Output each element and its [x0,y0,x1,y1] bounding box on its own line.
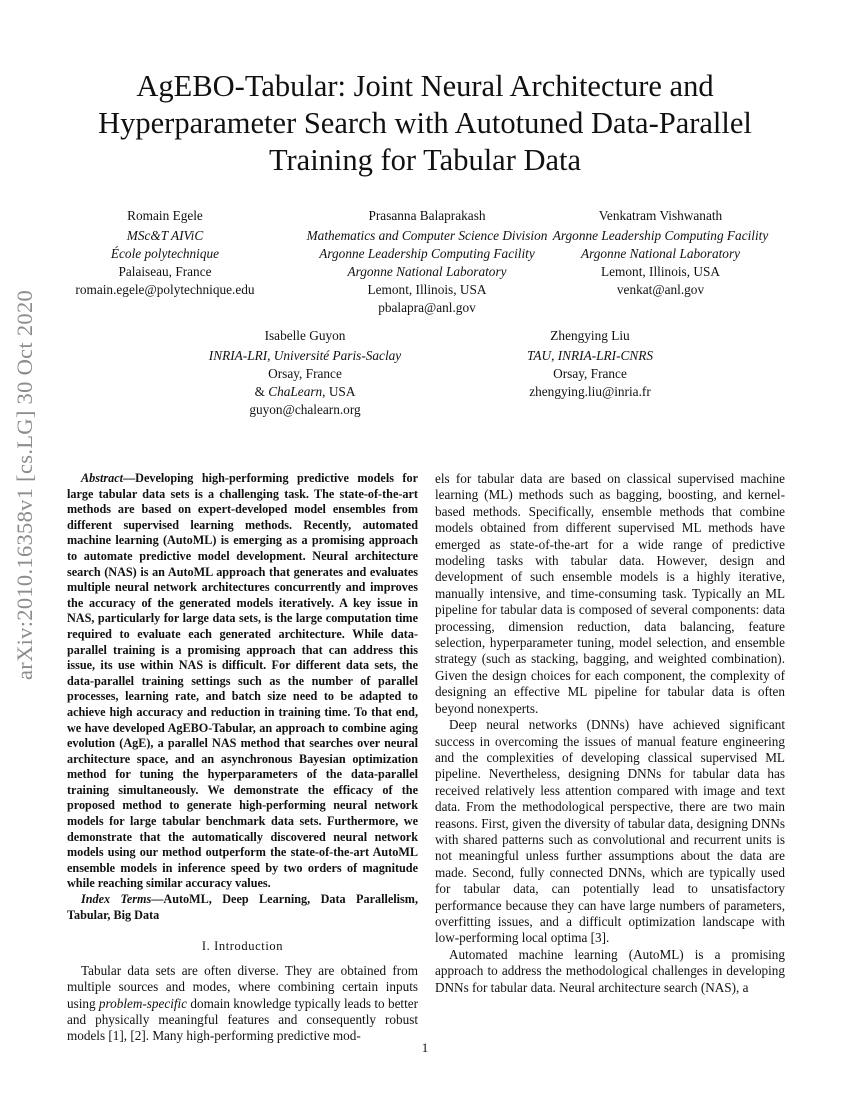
author-email: venkat@anl.gov [616,282,705,297]
author-name: Venkatram Vishwanath [598,208,723,223]
author-affiliation: Mathematics and Computer Science Division [306,228,548,243]
author-email: guyon@chalearn.org [249,402,361,417]
section-heading: I. Introduction [201,939,284,954]
author-affiliation: Argonne Leadership Computing Facility [552,228,769,243]
author-location: Orsay, France [268,366,342,381]
affiliation-chalearn: ChaLearn [268,384,323,399]
author-name: Zhengying Liu [550,328,630,343]
page-number: 1 [421,1040,429,1055]
author-affiliation: École polytechnique [110,246,220,261]
intro-paragraph-1-continued: els for tabular data are based on classical supervised machine learning (ML) methods such as bagging, boosting, and kernel-based methods. Specifically, ensemble methods that combine models obtained from different supervised ML methods have emerged as state-of-the-art for a wide range of predictive modeling tasks with tabular data. However, design and development of such ensemble models is a highly iterative, manually intensive, and time-consuming task. Typically an ML pipeline for tabular data is composed of several components: data processing, dimension reduction, data balancing, feature selection, hyperparameter tuning, model selection, and ensemble strategy (such as stacking, bagging, and weighted combination). Given the design choices for each component, the complexity of designing an effective ML pipeline for tabular data is often beyond nonexperts. [435,471,785,716]
author-block-vishwanath [538,207,783,299]
right-column [435,471,785,996]
author-block-guyon [185,327,425,419]
author-email: romain.egele@polytechnique.edu [75,282,255,297]
author-affiliation: INRIA-LRI, Université Paris-Saclay [208,348,402,363]
author-affiliation: Argonne National Laboratory [347,264,507,279]
author-name: Prasanna Balaprakash [368,208,486,223]
index-terms-text: —AutoML, Deep Learning, Data Parallelism, Tabular, Big Data [67,892,418,922]
intro-paragraph-3: Automated machine learning (AutoML) is a promising approach to address the methodological challenges in developing DNNs for tabular data. Neural architecture search (NAS), a [435,946,785,995]
intro-text: Tabular data sets are often diverse. They are obtained from multiple sources and modes, where combining certain inputs using [67,962,418,1011]
author-affiliation: Argonne National Laboratory [580,246,741,261]
author-location: Palaiseau, France [118,264,212,279]
arxiv-stamp: arXiv:2010.16358v1 [cs.LG] 30 Oct 2020 [12,289,37,680]
intro-paragraph-1 [67,963,418,1045]
author-email: pbalapra@anl.gov [378,300,476,315]
author-affiliation: TAU, INRIA-LRI-CNRS [526,348,654,363]
intro-text: domain knowledge typically leads to better and physically meaningful features and consequently robust models [1], [2]. Many high-performing predictive mod- [67,995,419,1044]
author-email: zhengying.liu@inria.fr [529,384,651,399]
abstract [67,471,418,892]
affiliation-suffix: , USA [322,384,356,399]
author-extra-affiliation [185,383,425,401]
affiliation-prefix: & [254,384,269,399]
abstract-text: —Developing high-performing predictive models for large tabular data sets is a challenging task. The state-of-the-art methods are based on expert-developed model ensembles from different supervised learning methods. Recently, automated machine learning (AutoML) is emerging as a promising approach to automate predictive model development. Neural architecture search (NAS) is an AutoML approach that generates and evaluates multiple neural network architectures concurrently and improves the accuracy of the generated models iteratively. A key issue in NAS, particularly for large data sets, is the large computation time required to evaluate each generated architecture. While data-parallel training is a promising approach that can address this issue, its use within NAS is difficult. For different data sets, the data-parallel training settings such as the number of parallel processes, learning rate, and batch size need to be adapted to achieve high accuracy and reduction in training time. To that end, we have developed AgEBO-Tabular, an approach to combine aging evolution (AgE), a parallel NAS method that searches over neural architecture space, and an asynchronous Bayesian optimization method for tuning the hyperparameters of the data-parallel training simultaneously. We demonstrate the efficacy of the proposed method to generate high-performing neural network models for large tabular benchmark data sets. Furthermore, we demonstrate that the automatically discovered neural network models using our method outperform the state-of-the-art AutoML ensemble models in inference speed by two orders of magnitude while reaching similar accuracy values. [67,471,418,891]
abstract-label: Abstract [81,471,123,485]
author-block-liu [485,327,695,401]
left-column [67,471,418,1045]
author-location: Lemont, Illinois, USA [367,282,487,297]
author-name: Romain Egele [127,208,203,223]
author-affiliation: MSc&T AIViC [126,228,204,243]
intro-emphasis: problem-specific [98,995,188,1011]
paper-title: AgEBO-Tabular: Joint Neural Architecture and Hyperparameter Search with Autotuned Data-Parallel Training for Tabular Data [98,69,752,177]
author-block-egele [60,207,270,299]
author-name: Isabelle Guyon [264,328,346,343]
index-terms-label: Index Terms [81,892,152,907]
author-location: Orsay, France [553,366,627,381]
author-affiliation: Argonne Leadership Computing Facility [319,246,535,261]
index-terms [67,892,418,923]
author-location: Lemont, Illinois, USA [601,264,720,279]
intro-paragraph-2: Deep neural networks (DNNs) have achieved significant success in overcoming the issues of manual feature engineering and the complexities of developing classical supervised ML pipeline. Nevertheless, designing DNNs for tabular data has received relatively less attention compared with image and text data. From the methodological perspective, there are two main reasons. First, given the diversity of tabular data, designing DNNs with shared patterns such as convolutional and recurrent units is not meaningful unless further assumptions about the data are made. Second, fully connected DNNs, which are typically used for tabular data, can potentially lead to unsatisfactory performance because they can have large numbers of parameters, overfitting issues, and a difficult optimization landscape with low-performing local optima [3]. [435,717,785,946]
